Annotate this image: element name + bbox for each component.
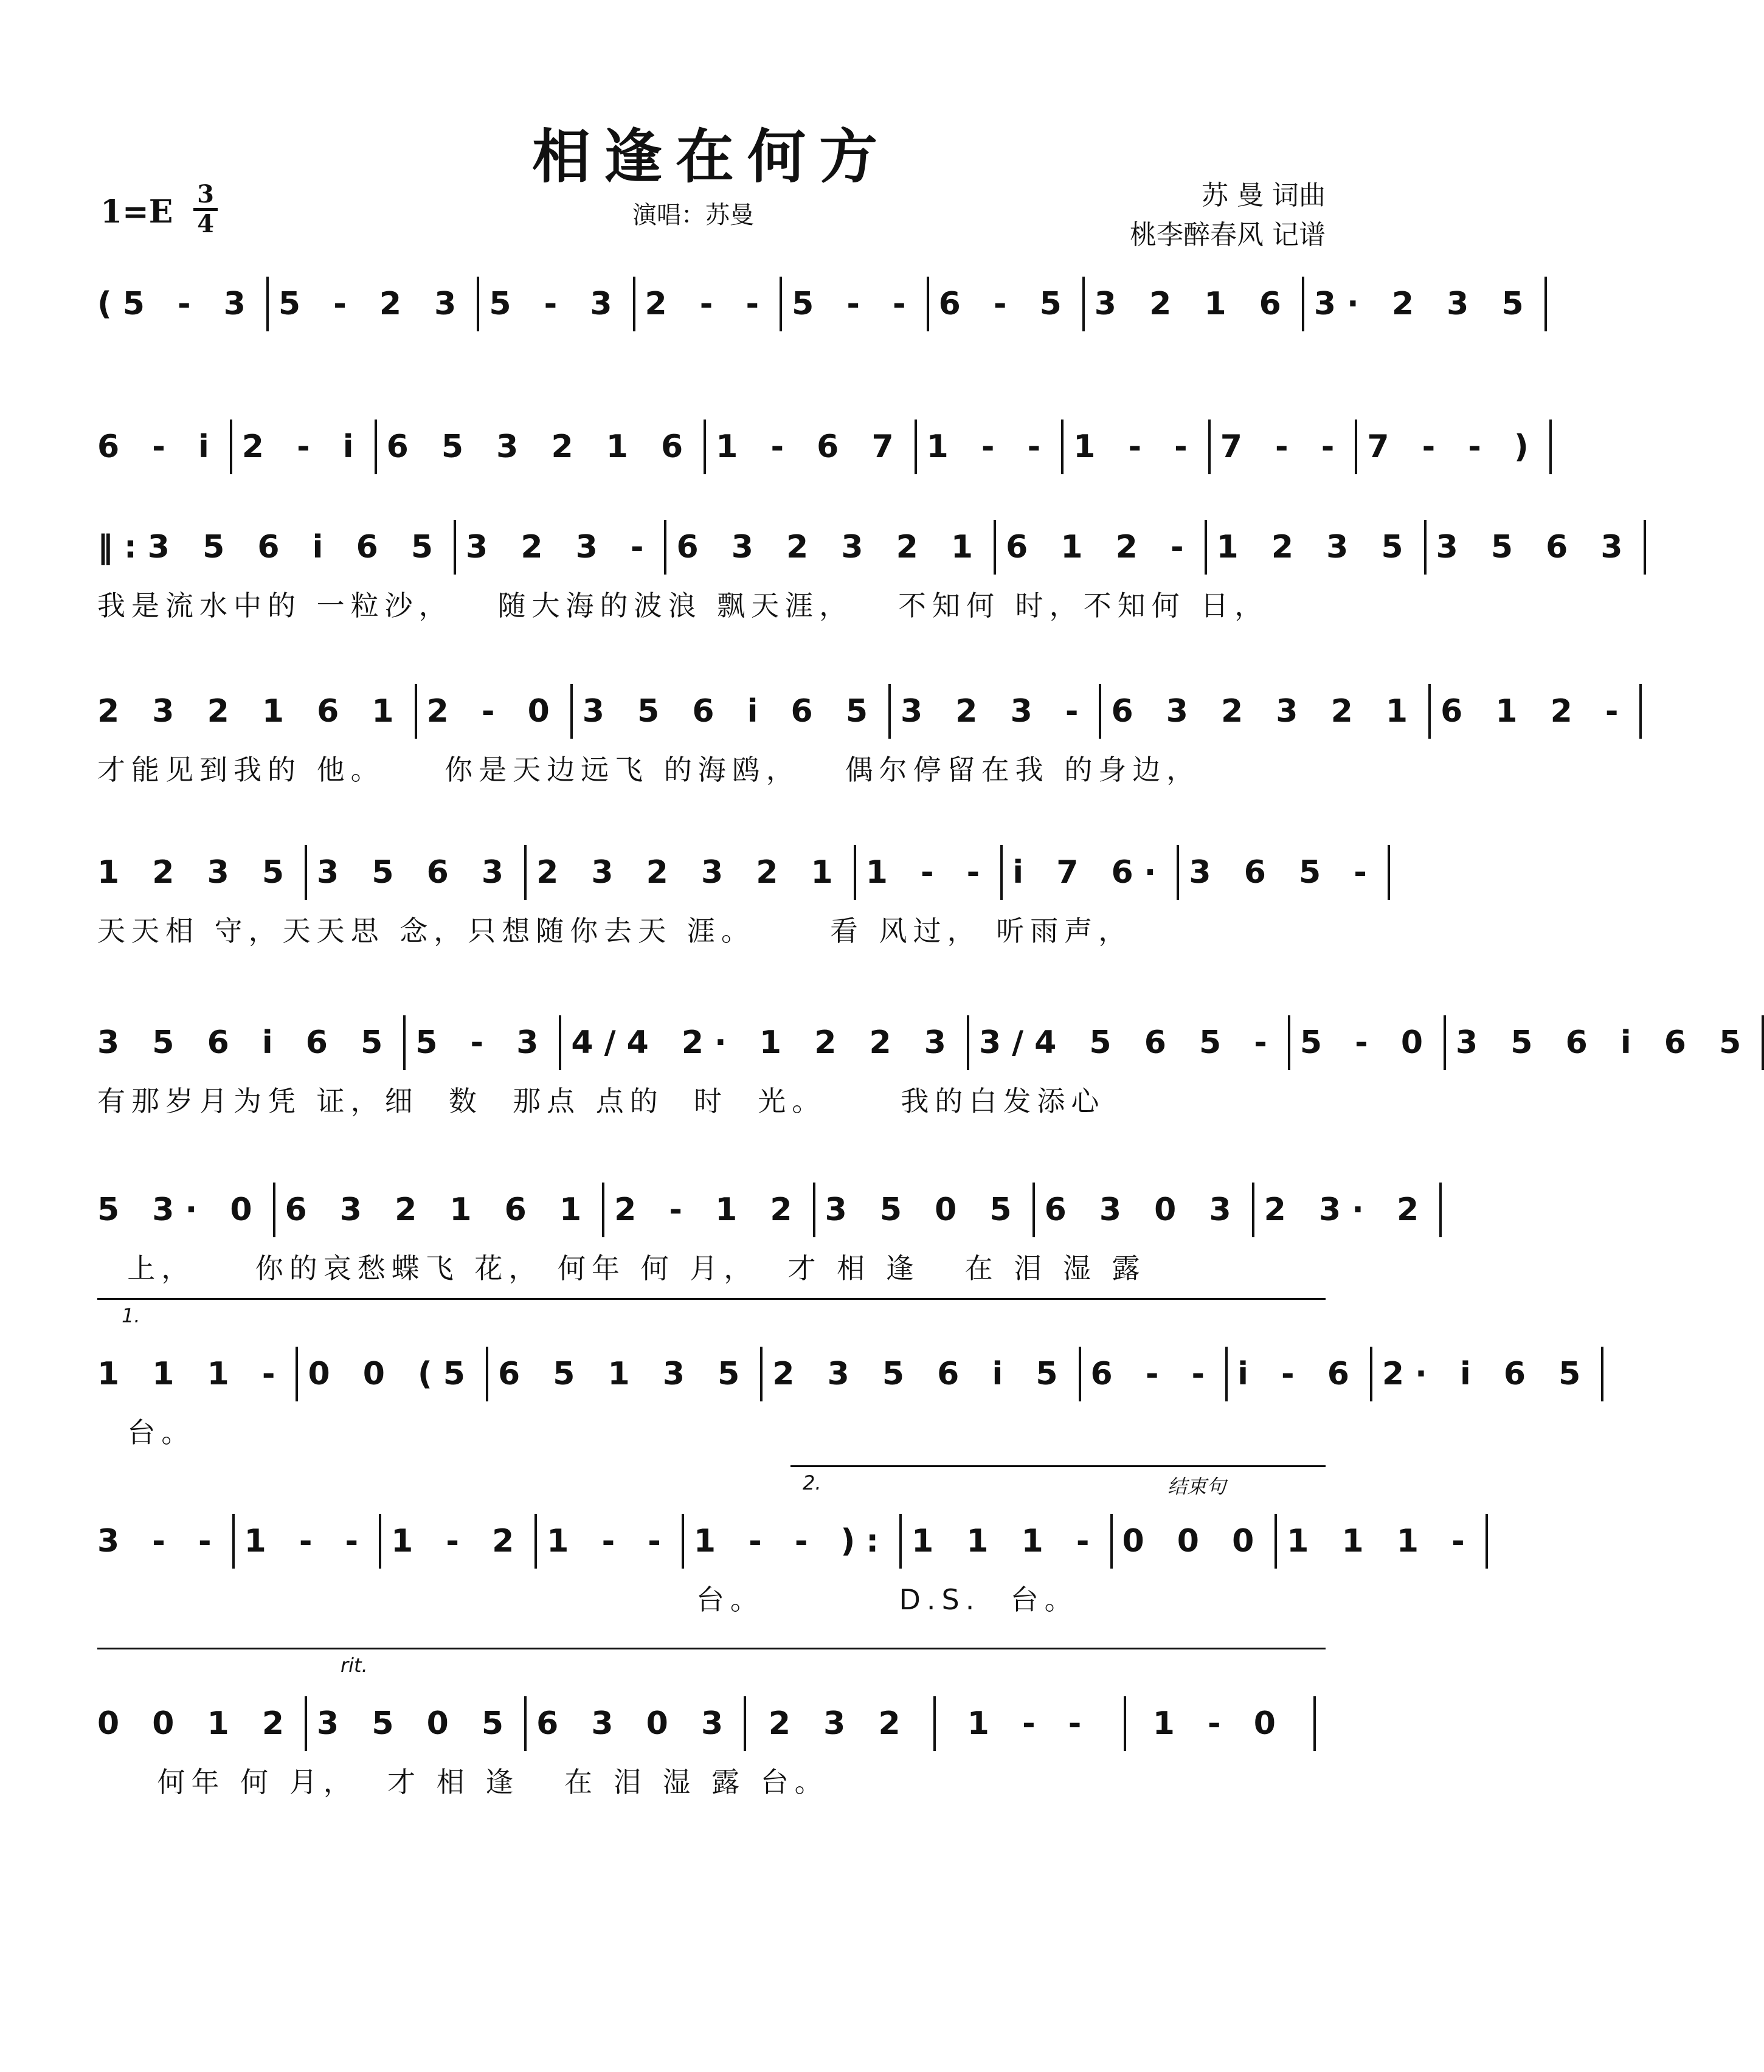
barline [1762, 1015, 1764, 1070]
barline [534, 1514, 537, 1569]
score-row [97, 845, 1378, 947]
measure [911, 1523, 1100, 1559]
measure-notes: 5 - 3 [122, 286, 257, 322]
score-row [97, 684, 1630, 786]
measure-notes: 5 3· 0 [97, 1192, 263, 1228]
barline [915, 420, 917, 474]
measure [244, 1523, 370, 1559]
measure [547, 1523, 672, 1559]
measure-notes: 6 1 2 - [1441, 693, 1630, 730]
measure-notes: 6 - - [1090, 1356, 1216, 1392]
measure [148, 529, 444, 565]
barline [403, 1015, 406, 1070]
measure-notes: 1 - - [865, 854, 991, 891]
barline [994, 520, 996, 575]
barline [780, 277, 782, 331]
barline [570, 684, 573, 739]
measure-notes: 1 - - [244, 1523, 370, 1559]
lyrics-line: 何年 何 月， 才 相 逢 在 泪 湿 露 台。 [97, 1766, 829, 1798]
measure-notes: 3 6 5 - [1189, 854, 1378, 891]
measure-notes: 2 3· 2 [1264, 1192, 1430, 1228]
barline [486, 1347, 488, 1401]
measure [583, 693, 879, 730]
measure [1045, 1192, 1242, 1228]
measure [242, 429, 365, 465]
measure [97, 1356, 286, 1392]
measure-notes: 6 - 5 [938, 286, 1073, 322]
lyrics-line: 才能见到我的 他。 你是天边远飞 的海鸥， 偶尔停留在我 的身边， [97, 753, 1201, 786]
barline [1302, 277, 1304, 331]
measure-notes: 3 2 3 - [901, 693, 1090, 730]
measure-notes: 6 5 3 2 1 6 [386, 429, 694, 465]
measure-notes: 1 - 6 7 [716, 429, 905, 465]
barline [1288, 1015, 1290, 1070]
measure [571, 1024, 957, 1061]
notes-line [97, 1696, 1326, 1751]
measure [427, 693, 561, 730]
volta-bracket [97, 1298, 1326, 1300]
measure-notes: 1 - - ): [693, 1523, 890, 1559]
measure-notes: 6 5 1 3 5 [497, 1356, 751, 1392]
barline [1000, 845, 1003, 900]
score-row [97, 1654, 1326, 1798]
barline [933, 1696, 936, 1751]
measure-notes: 2· i 6 5 [1382, 1356, 1592, 1392]
barline [664, 520, 666, 575]
measure-notes: 6 3 2 3 2 1 [1111, 693, 1419, 730]
notes-line [97, 1347, 1592, 1401]
measure-notes: 6 3 2 1 6 1 [285, 1192, 593, 1228]
notes-line [97, 1015, 1752, 1070]
measure [1314, 286, 1535, 322]
measure-notes: 1 2 3 5 [97, 854, 296, 891]
measure-notes: 3 5 0 5 [825, 1192, 1023, 1228]
barline [602, 1183, 604, 1237]
barline [633, 277, 635, 331]
measure-notes: 2 3 2 3 2 1 [536, 854, 844, 891]
barline [1370, 1347, 1372, 1401]
barline [296, 1347, 298, 1401]
measure [1220, 429, 1346, 465]
score-row [97, 520, 1634, 622]
measure [97, 1523, 223, 1559]
measure [536, 1705, 734, 1742]
measure [1217, 529, 1414, 565]
barline [379, 1514, 381, 1569]
barline [1032, 1183, 1035, 1237]
measure-notes: i 7 6· [1012, 854, 1167, 891]
volta-bracket [97, 1648, 1326, 1649]
measure [498, 1356, 750, 1392]
key-signature: 1=E [100, 193, 173, 230]
barline [305, 1696, 307, 1751]
measure-notes: 2 - - [645, 286, 770, 322]
measure-notes: 6 3 2 3 2 1 [676, 529, 984, 565]
barline [899, 1514, 902, 1569]
barline [1079, 1347, 1081, 1401]
measure-notes: i - 6 [1237, 1356, 1360, 1392]
barline [1082, 277, 1085, 331]
barline [559, 1015, 561, 1070]
measure-notes: 1 - - [926, 429, 1052, 465]
barline [454, 520, 456, 575]
barline [1355, 420, 1357, 474]
lyrics-line: 台。 [97, 1416, 196, 1449]
measure [97, 1024, 393, 1061]
measure [946, 1705, 1113, 1742]
measure [1367, 429, 1539, 465]
volta-label: 1. [122, 1304, 140, 1327]
measure [1012, 854, 1167, 891]
measure [97, 693, 405, 730]
barline [1252, 1183, 1254, 1237]
barline [1177, 845, 1179, 900]
measure [716, 429, 904, 465]
lyrics-line: 我是流水中的 一粒沙， 随大海的波浪 飘天涯， 不知何 时，不知何 日， [97, 589, 1269, 622]
measure-notes: 3 5 0 5 [317, 1705, 515, 1742]
measure-notes: 3 5 6 3 [317, 854, 515, 891]
barline [1388, 845, 1390, 900]
measure [756, 1705, 924, 1742]
measure [979, 1024, 1278, 1061]
score-row [97, 277, 1535, 331]
measure [1287, 1523, 1475, 1559]
time-signature [193, 182, 218, 237]
score-row [97, 1304, 1592, 1449]
score-row [97, 1471, 1476, 1616]
measure [387, 429, 694, 465]
notes-line [97, 420, 1540, 474]
barline [1110, 1514, 1113, 1569]
barline [1275, 1514, 1277, 1569]
lyricist-composer: 苏 曼 词曲 [1202, 180, 1326, 211]
lyrics-line: 台。 D.S. 台。 [97, 1583, 1079, 1616]
notes-line [97, 520, 1634, 575]
barline [854, 845, 856, 900]
barline [1439, 1183, 1442, 1237]
barline [1424, 520, 1427, 575]
score-row [97, 1183, 1430, 1285]
barline [1099, 684, 1101, 739]
measure [1264, 1192, 1430, 1228]
measure [1189, 854, 1377, 891]
measure-notes: 3/4 5 6 5 - [978, 1024, 1278, 1061]
measure-notes: 5 - - [792, 286, 917, 322]
notes-line [97, 277, 1535, 331]
measure [97, 429, 220, 465]
measure [792, 286, 917, 322]
measure-notes: 2 3 2 1 6 1 [97, 693, 405, 730]
measure [1436, 529, 1634, 565]
measure [308, 1356, 476, 1392]
measure [614, 1192, 803, 1228]
measure-notes: 5 - 3 [489, 286, 623, 322]
row-prefix: ‖: [97, 529, 148, 565]
measure-notes: 1 - - [967, 1705, 1093, 1742]
measure [1441, 693, 1629, 730]
measure-notes: 3 5 6 i 6 5 [97, 1024, 394, 1061]
barline [524, 1696, 527, 1751]
meter-top: 3 [197, 180, 214, 209]
score-row [97, 420, 1540, 474]
barline [1061, 420, 1064, 474]
measure [1456, 1024, 1752, 1061]
measure-notes: 1 - - [1073, 429, 1198, 465]
measure-notes: 2 - i [241, 429, 365, 465]
measure [285, 1192, 593, 1228]
measure [772, 1356, 1068, 1392]
measure [694, 1523, 890, 1559]
measure-notes: 6 3 0 3 [1044, 1192, 1242, 1228]
measure [939, 286, 1073, 322]
barline [682, 1514, 684, 1569]
barline [230, 420, 232, 474]
measure-notes: 2 - 1 2 [614, 1192, 803, 1228]
singer: 演唱：苏曼 [632, 201, 754, 229]
notes-line [97, 1514, 1476, 1569]
measure [1237, 1356, 1360, 1392]
measure [123, 286, 257, 322]
barline [477, 277, 479, 331]
measure [1136, 1705, 1304, 1742]
barline [1486, 1514, 1488, 1569]
measure [825, 1192, 1023, 1228]
measure-notes: 1 - 2 [391, 1523, 525, 1559]
barline [266, 277, 269, 331]
measure-notes: 1 - 0 [1152, 1705, 1287, 1742]
measure-notes: 6 3 0 3 [536, 1705, 735, 1742]
lyrics-line: 有那岁月为凭 证，细 数 那点 点的 时 光。 我的白发添心 [97, 1085, 1105, 1117]
measure-notes: 3 2 3 - [466, 529, 655, 565]
barline [744, 1696, 746, 1751]
barline [232, 1514, 235, 1569]
lyrics-line: 上， 你的哀愁蝶飞 花， 何年 何 月， 才 相 逢 在 泪 湿 露 [97, 1252, 1146, 1285]
measure-notes: 5 - 0 [1299, 1024, 1434, 1061]
barline [1544, 277, 1547, 331]
barline [1225, 1347, 1228, 1401]
measure [645, 286, 770, 322]
barline [967, 1015, 969, 1070]
barline [1124, 1696, 1126, 1751]
barline [1549, 420, 1552, 474]
barline [1639, 684, 1642, 739]
notes-line [97, 1183, 1430, 1237]
measure [278, 286, 467, 322]
transcriber: 桃李醉春风 记谱 [1130, 219, 1326, 250]
measure [927, 429, 1052, 465]
barline [760, 1347, 763, 1401]
measure-notes: 7 - - ) [1367, 429, 1540, 465]
measure-notes: 4/4 2· 1 2 2 3 [571, 1024, 957, 1061]
measure-notes: 2 3 2 [768, 1705, 911, 1742]
barline [415, 684, 417, 739]
lyrics-line: 天天相 守，天天思 念，只想随你去天 涯。 看 风过， 听雨声， [97, 914, 1133, 947]
measure [1111, 693, 1419, 730]
measure-notes: 6 1 2 - [1006, 529, 1195, 565]
measure-notes: 5 - 3 [415, 1024, 550, 1061]
measure-notes: 0 0 0 [1122, 1523, 1265, 1559]
barline [375, 420, 377, 474]
barline [1444, 1015, 1446, 1070]
barline [927, 277, 929, 331]
measure [97, 1705, 295, 1742]
song-title: 相逢在何方 [532, 122, 891, 191]
meter-bottom: 4 [197, 210, 214, 238]
measure [536, 854, 844, 891]
barline [1208, 420, 1211, 474]
measure-notes: 2 3 5 6 i 5 [772, 1356, 1069, 1392]
measure-notes: 6 - i [97, 429, 220, 465]
measure-notes: 3 2 1 6 [1094, 286, 1292, 322]
measure-notes: 0 0 1 2 [97, 1705, 296, 1742]
measure [317, 1705, 514, 1742]
barline [1601, 1347, 1603, 1401]
measure [676, 529, 984, 565]
barline [1313, 1696, 1316, 1751]
notes-line [97, 684, 1630, 739]
measure [391, 1523, 525, 1559]
measure [317, 854, 514, 891]
score-row [97, 1015, 1752, 1117]
barline [704, 420, 706, 474]
barline [1428, 684, 1431, 739]
barline [1205, 520, 1207, 575]
measure [97, 854, 295, 891]
measure-notes: 1 1 1 - [1287, 1523, 1476, 1559]
volta-label: rit. [341, 1654, 368, 1677]
measure-notes: 3 5 6 i 6 5 [1456, 1024, 1752, 1061]
barline [524, 845, 527, 900]
measure-notes: 1 2 3 5 [1216, 529, 1414, 565]
measure [1382, 1356, 1591, 1392]
measure [1091, 1356, 1216, 1392]
measure-notes: 5 - 2 3 [278, 286, 468, 322]
measure-notes: 7 - - [1220, 429, 1346, 465]
barline [273, 1183, 275, 1237]
measure-notes: 1 - - [547, 1523, 672, 1559]
measure-notes: 3 5 6 i 6 5 [582, 693, 879, 730]
measure [1300, 1024, 1434, 1061]
barline [888, 684, 891, 739]
volta-label: 2. [803, 1471, 821, 1494]
measure [1073, 429, 1198, 465]
measure [415, 1024, 549, 1061]
coda-label: 结束句 [1167, 1475, 1226, 1498]
measure-notes: 3· 2 3 5 [1313, 286, 1535, 322]
measure [1122, 1523, 1265, 1559]
measure [866, 854, 991, 891]
barline [1644, 520, 1646, 575]
measure [1095, 286, 1292, 322]
measure-notes: 3 5 6 3 [1436, 529, 1634, 565]
measure-notes: 3 5 6 i 6 5 [147, 529, 444, 565]
measure-notes: 0 0 (5 [308, 1356, 476, 1392]
measure-notes: 1 1 1 - [97, 1356, 286, 1392]
row-prefix: ( [97, 286, 123, 322]
measure [1006, 529, 1194, 565]
barline [305, 845, 307, 900]
volta-bracket [790, 1465, 1326, 1467]
measure-notes: 2 - 0 [426, 693, 561, 730]
measure [901, 693, 1089, 730]
measure-notes: 3 - - [97, 1523, 223, 1559]
measure-notes: 1 1 1 - [911, 1523, 1101, 1559]
barline [813, 1183, 815, 1237]
notes-line [97, 845, 1378, 900]
measure [466, 529, 654, 565]
measure [97, 1192, 263, 1228]
measure [489, 286, 623, 322]
